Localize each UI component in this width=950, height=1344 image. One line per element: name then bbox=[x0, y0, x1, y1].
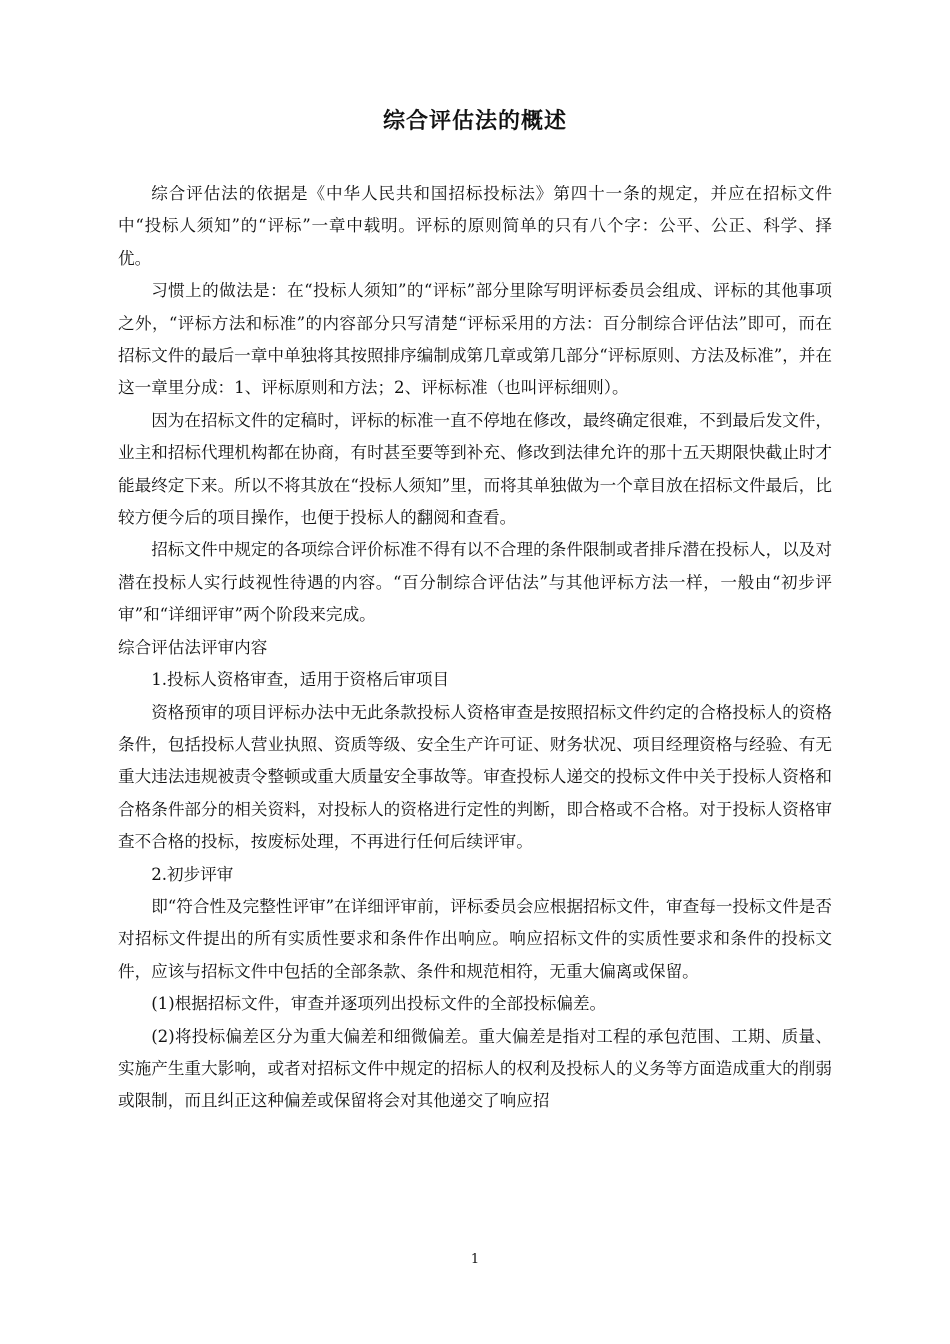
item2-paragraph: 即“符合性及完整性评审”在详细评审前，评标委员会应根据招标文件，审查每一投标文件是否对招标文件提出的所有实质性要求和条件作出响应。响应招标文件的实质性要求和条件的投标文件，应该与招标文件中包括的全部条款、条件和规范相符，无重大偏离或保留。 bbox=[118, 896, 832, 981]
item2-heading: 2.初步评审 bbox=[151, 864, 234, 884]
paragraph-standards: 招标文件中规定的各项综合评价标准不得有以不合理的条件限制或者排斥潜在投标人，以及对潜在投标人实行歧视性待遇的内容。“百分制综合评估法”与其他评标方法一样，一般由“初步评审”和“详细评审”两个阶段来完成。 bbox=[118, 540, 832, 625]
sub-item-1: (1)根据招标文件，审查并逐项列出投标文件的全部投标偏差。 bbox=[151, 994, 607, 1014]
paragraph-reason: 因为在招标文件的定稿时，评标的标准一直不停地在修改，最终确定很难，不到最后发文件，业主和招标代理机构都在协商，有时甚至要等到补充、修改到法律允许的那十五天期限快截止时才能最终定下来。所以不将其放在“投标人须知”里，而将其单独做为一个章目放在招标文件最后，比较方便今后的项目操作，也便于投标人的翻阅和查看。 bbox=[118, 410, 832, 528]
item1-paragraph: 资格预审的项目评标办法中无此条款投标人资格审查是按照招标文件约定的合格投标人的资格条件，包括投标人营业执照、资质等级、安全生产许可证、财务状况、项目经理资格与经验、有无重大违法违规被责令整顿或重大质量安全事故等。审查投标人递交的投标文件中关于投标人资格和合格条件部分的相关资料，对投标人的资格进行定性的判断，即合格或不合格。对于投标人资格审查不合格的投标，按废标处理，不再进行任何后续评审。 bbox=[118, 702, 832, 852]
document-title: 综合评估法的概述 bbox=[382, 109, 567, 134]
sub-item-2: (2)将投标偏差区分为重大偏差和细微偏差。重大偏差是指对工程的承包范围、工期、质量、实施产生重大影响，或者对招标文件中规定的招标人的权利及投标人的义务等方面造成重大的削弱或限制，而且纠正这种偏差或保留将会对其他递交了响应招 bbox=[118, 1026, 832, 1111]
paragraph-basis: 综合评估法的依据是《中华人民共和国招标投标法》第四十一条的规定，并应在招标文件中“投标人须知”的“评标”一章中载明。评标的原则简单的只有八个字：公平、公正、科学、择优。 bbox=[118, 184, 832, 268]
paragraph-practice: 习惯上的做法是：在“投标人须知”的“评标”部分里除写明评标委员会组成、评标的其他事项之外，“评标方法和标准”的内容部分只写清楚“评标采用的方法：百分制综合评估法”即可，而在招标文件的最后一章中单独将其按照排序编制成第几章或第几部分“评标原则、方法及标准”，并在这一章里分成：1、评标原则和方法；2、评标标准（也叫评标细则）。 bbox=[118, 281, 832, 398]
item1-heading: 1.投标人资格审查，适用于资格后审项目 bbox=[151, 670, 450, 690]
section-heading: 综合评估法评审内容 bbox=[118, 637, 268, 657]
document-body bbox=[118, 178, 832, 1118]
page-number: 1 bbox=[470, 1252, 480, 1267]
